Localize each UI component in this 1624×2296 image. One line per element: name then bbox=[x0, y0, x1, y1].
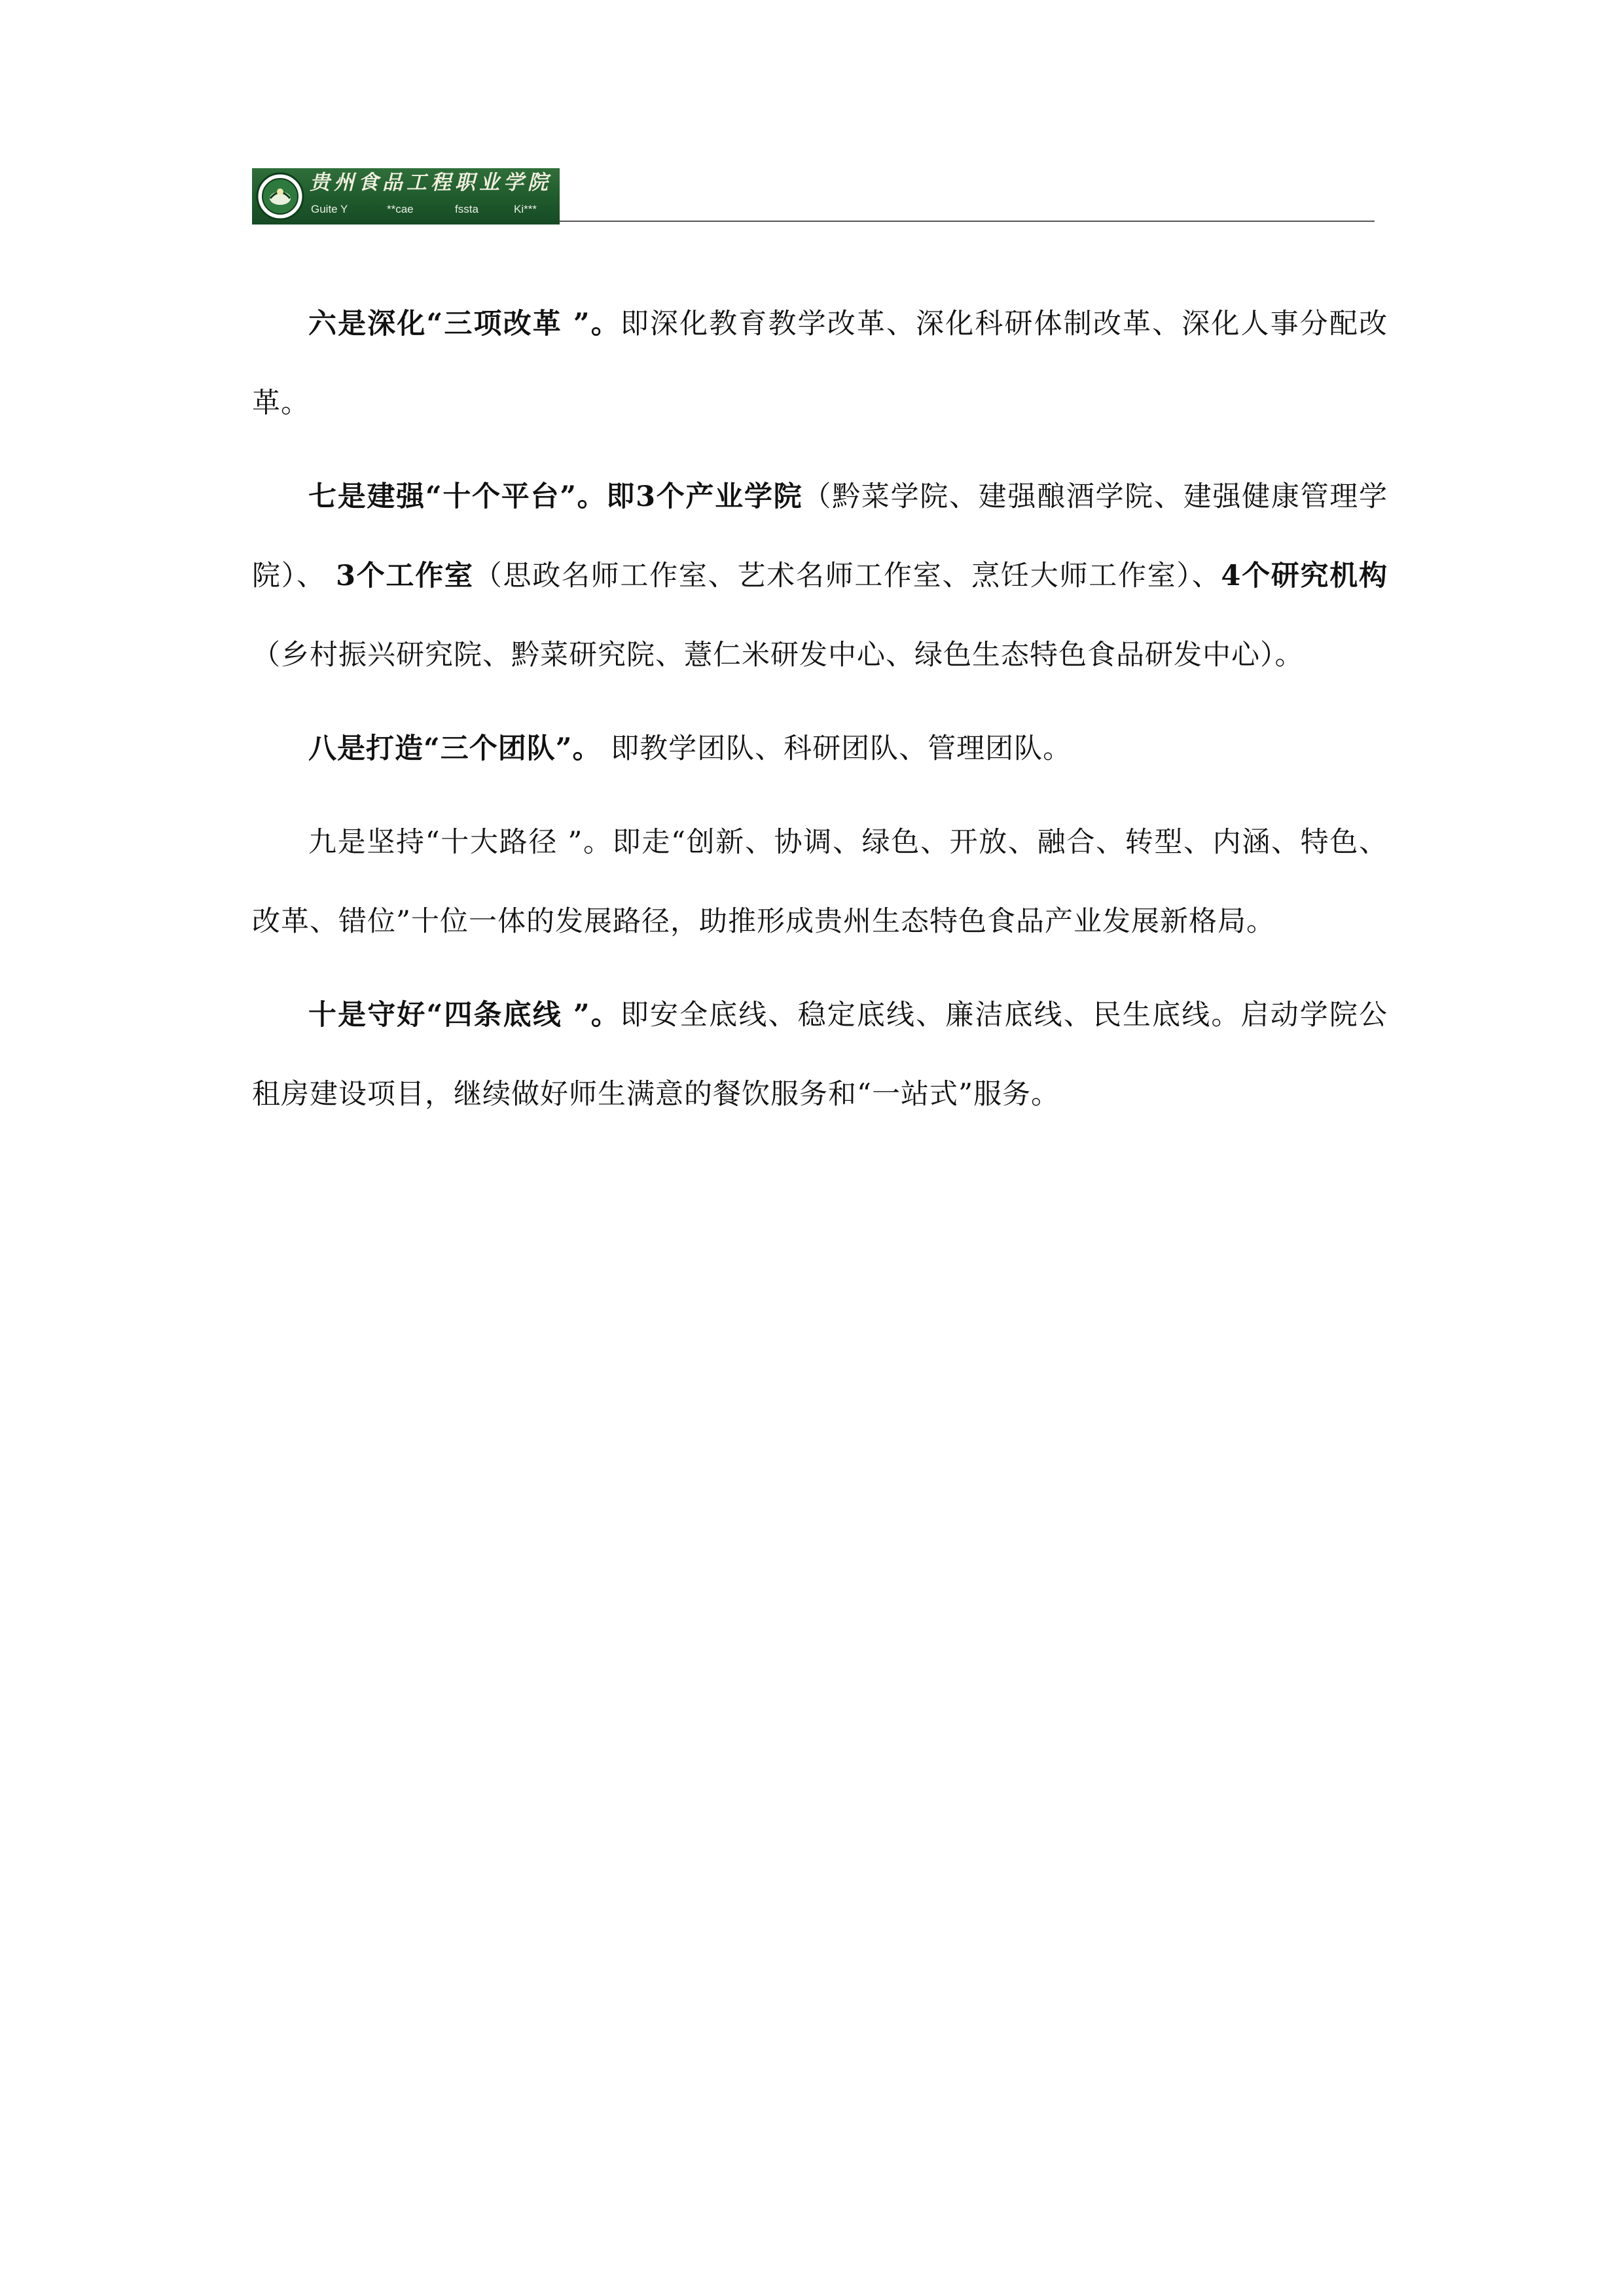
paragraph-text: 即教学团队、科研团队、管理团队。 bbox=[601, 732, 1072, 765]
paragraph-eight bbox=[252, 709, 1388, 789]
paragraph-heading: 八是打造“三个团队”。 bbox=[308, 732, 602, 765]
header-rule bbox=[560, 221, 1375, 222]
paragraph-heading: 七是建强“十个平台”。即3个产业学院 bbox=[308, 480, 803, 513]
paragraph-text: （乡村振兴研究院、黔菜研究院、薏仁米研发中心、绿色生态特色食品研发中心）。 bbox=[252, 639, 1304, 672]
paragraph-text: 九是坚持“十大路径 ”。即走“创新、协调、绿色、开放、融合、转型、内涵、特色、改革、错位”十位一体的发展路径，助推形成贵州生态特色食品产业发展新格局。 bbox=[252, 826, 1388, 938]
school-seal-icon bbox=[256, 172, 304, 221]
paragraph-ten bbox=[252, 976, 1388, 1134]
paragraph-nine bbox=[252, 803, 1388, 961]
paragraph-six bbox=[252, 285, 1388, 443]
paragraph-emphasis: 3个工作室 bbox=[336, 560, 474, 592]
paragraph-emphasis: 4个研究机构 bbox=[1221, 560, 1388, 592]
paragraph-heading: 十是守好“四条底线 ”。 bbox=[308, 999, 621, 1031]
page-header bbox=[252, 167, 1375, 226]
school-banner bbox=[252, 168, 560, 224]
school-english-name bbox=[310, 200, 558, 219]
english-fragment: **cae bbox=[387, 203, 414, 215]
english-fragment: fssta bbox=[455, 203, 478, 215]
english-fragment: Ki*** bbox=[514, 203, 537, 215]
document-body bbox=[252, 285, 1388, 1149]
paragraph-text: 即安全底线、稳定底线、廉洁底线、民生底线。启动学院公租房建设项目，继续做好师生满意的餐饮服务和“一站式”服务。 bbox=[252, 999, 1388, 1111]
english-fragment: Guite Y bbox=[311, 203, 348, 215]
paragraph-heading: 六是深化“三项改革 ”。 bbox=[308, 308, 621, 340]
paragraph-text: （黔菜学院、建强酿酒学院、建强健康管理学院）、 bbox=[252, 480, 1388, 592]
paragraph-text: （思政名师工作室、艺术名师工作室、烹饪大师工作室）、 bbox=[473, 560, 1221, 592]
paragraph-text: 即深化教育教学改革、深化科研体制改革、深化人事分配改革。 bbox=[252, 308, 1388, 420]
paragraph-seven bbox=[252, 457, 1388, 695]
school-name: 贵州食品工程职业学院 bbox=[310, 171, 552, 194]
